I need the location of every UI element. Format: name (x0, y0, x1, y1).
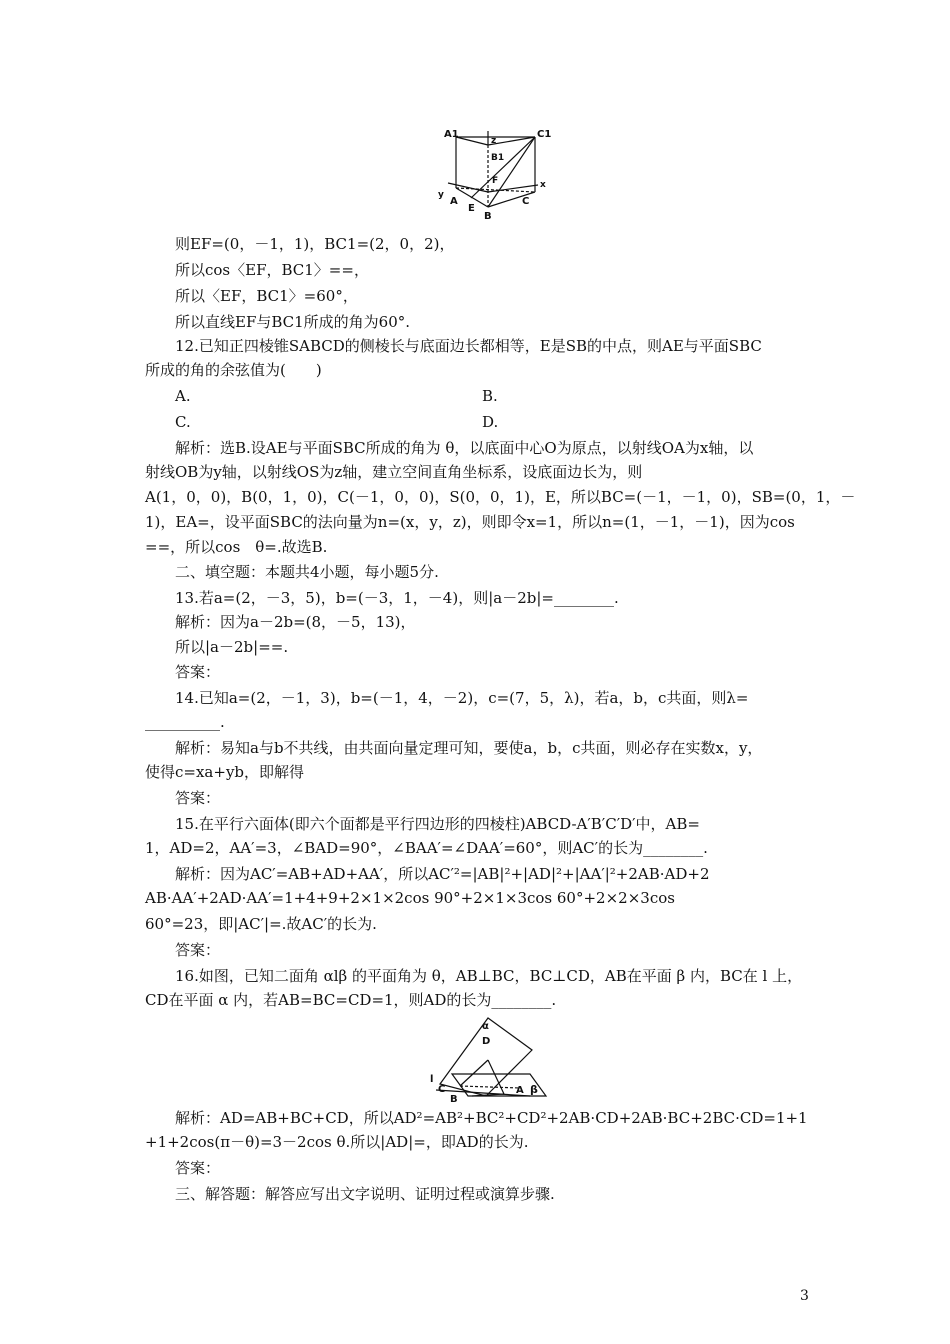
solution-16-cont: +1+2cos(π－θ)=3－2cos θ.所以|AD|=，即AD的长为. (145, 1133, 529, 1151)
solution-14: 解析：易知a与b不共线，由共面向量定理可知，要使a，b，c共面，则必存在实数x，y， (175, 739, 763, 757)
option-d: D. (482, 413, 499, 431)
dihedral-figure (420, 1012, 560, 1102)
question-12-cont: 所成的角的余弦值为( ) (145, 361, 322, 379)
section-3-heading: 三、解答题：解答应写出文字说明、证明过程或演算步骤. (175, 1185, 555, 1203)
question-14: 14.已知a=(2，－1，3)，b=(－1，4，－2)，c=(7，5，λ)，若a，b，c共面，则λ= (175, 689, 749, 707)
label-z: z (491, 136, 497, 146)
label-b: B (450, 1094, 458, 1102)
text-line: 所以直线EF与BC1所成的角为60°. (175, 313, 411, 331)
solution-15-cont: 60°=23，即|AC′|=.故AC′的长为. (145, 915, 377, 933)
label-a: A (450, 196, 458, 207)
label-a1: A1 (444, 129, 459, 140)
label-a: A (516, 1085, 524, 1096)
label-e: E (468, 203, 475, 214)
option-a: A. (175, 387, 191, 405)
label-beta: β (530, 1083, 538, 1096)
label-c: C (522, 196, 530, 207)
solution-16: 解析：AD=AB+BC+CD，所以AD²=AB²+BC²+CD²+2AB·CD+2AB·BC+2BC·CD=1+1 (175, 1109, 808, 1127)
solution-15-cont: AB·AA′+2AD·AA′=1+4+9+2×1×2cos 90°+2×1×3cos 60°+2×2×3cos (145, 889, 675, 907)
answer-14: 答案： (175, 789, 221, 807)
solution-13: 解析：因为a－2b=(8，－5，13)， (175, 613, 416, 631)
text-line: 则EF=(0，－1，1)，BC1=(2，0，2)， (175, 235, 455, 253)
question-14-cont: __________. (145, 713, 225, 731)
label-c1: C1 (537, 129, 552, 140)
solution-12-cont: 1)，EA=，设平面SBC的法向量为n=(x，y，z)，则即令x=1，所以n=(1，－1，－1)，因为cos (145, 513, 795, 531)
option-b: B. (482, 387, 498, 405)
question-16: 16.如图，已知二面角 αlβ 的平面角为 θ，AB⊥BC，BC⊥CD，AB在平面 β 内，BC在 l 上， (175, 967, 803, 985)
question-15-cont: 1，AD=2，AA′=3，∠BAD=90°，∠BAA′=∠DAA′=60°，则AC′的长为________. (145, 839, 708, 857)
solution-13-cont: 所以|a－2b|==. (175, 638, 289, 656)
question-16-cont: CD在平面 α 内，若AB=BC=CD=1，则AD的长为________. (145, 991, 557, 1009)
solution-14-cont: 使得c=xa+yb，即解得 (145, 763, 305, 781)
answer-15: 答案： (175, 941, 221, 959)
label-l: l (430, 1074, 434, 1085)
label-c: C (438, 1084, 446, 1095)
solution-12-cont: 射线OB为y轴，以射线OS为z轴，建立空间直角坐标系，设底面边长为，则 (145, 463, 643, 481)
question-12: 12.已知正四棱锥SABCD的侧棱长与底面边长都相等，E是SB的中点，则AE与平面SBC (175, 337, 762, 355)
question-15: 15.在平行六面体(即六个面都是平行四边形的四棱柱)ABCD-A′B′C′D′中，AB= (175, 815, 700, 833)
solution-12-cont: ==，所以cos θ=.故选B. (145, 538, 328, 556)
solution-12: 解析：选B.设AE与平面SBC所成的角为 θ，以底面中心O为原点，以射线OA为x轴，以 (175, 439, 754, 457)
solution-15: 解析：因为AC′=AB+AD+AA′，所以AC′²=|AB|²+|AD|²+|AA′|²+2AB·AD+2 (175, 865, 710, 883)
answer-16: 答案： (175, 1159, 221, 1177)
label-y: y (438, 190, 444, 200)
prism-figure (438, 125, 556, 220)
answer-13: 答案： (175, 663, 221, 681)
option-c: C. (175, 413, 191, 431)
text-line: 所以cos〈EF，BC1〉==， (175, 261, 369, 279)
label-b1: B1 (491, 153, 505, 163)
question-13: 13.若a=(2，－3，5)，b=(－3，1，－4)，则|a－2b|=________. (175, 589, 619, 607)
label-b: B (484, 211, 492, 220)
label-alpha: α (482, 1021, 489, 1032)
solution-12-cont: A(1，0，0)，B(0，1，0)，C(－1，0，0)，S(0，0，1)，E，所以BC=(－1，－1，0)，SB=(0，1，－ (145, 488, 856, 506)
text-line: 所以〈EF，BC1〉=60°， (175, 287, 358, 305)
label-x: x (540, 180, 546, 190)
label-d: D (482, 1036, 491, 1047)
page-number: 3 (800, 1288, 809, 1304)
label-f: F (492, 176, 499, 186)
section-2-heading: 二、填空题：本题共4小题，每小题5分. (175, 563, 439, 581)
